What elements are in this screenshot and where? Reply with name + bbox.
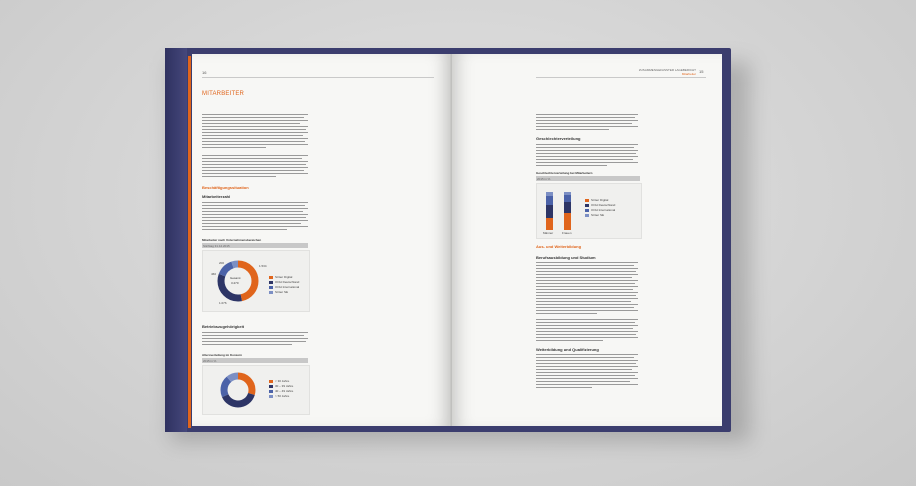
heading-apprenticeship: Berufsausbildung und Studium xyxy=(536,255,596,260)
legend1-item-1: Ströer Digital xyxy=(269,275,299,280)
intro-text-block-2 xyxy=(202,155,308,179)
chart2-title-bar xyxy=(202,358,308,363)
page-number-left: 16 xyxy=(202,70,207,75)
chart3-title: Geschlechterverteilung bei Mitarbeitern xyxy=(536,171,593,175)
gender-text-block xyxy=(536,144,638,168)
chart1-title: Mitarbeiter nach Unternehmensbereichen xyxy=(202,238,262,242)
heading-further-training: Weiterbildung und Qualifizierung xyxy=(536,347,599,352)
legend3-item-2: OOH Deutschland xyxy=(585,203,615,208)
further-training-text-block xyxy=(536,354,638,390)
bar-women-de xyxy=(564,202,571,213)
chart3-legend xyxy=(585,198,615,218)
donut1-center-value: 3.270 xyxy=(231,281,239,285)
left-page xyxy=(192,54,451,426)
donut1-label-4: 200 xyxy=(219,261,225,265)
bar-men-int xyxy=(546,196,553,205)
legend3-item-1: Ströer Digital xyxy=(585,198,615,203)
bar-group-men xyxy=(546,192,553,230)
chart3-title-bar xyxy=(536,176,640,181)
heading-gender: Geschlechterverteilung xyxy=(536,136,581,141)
legend1-item-3: OOH International xyxy=(269,285,299,290)
running-header-line2: Mitarbeiter xyxy=(681,72,696,76)
chart2-title: Altersverteilung im Konzern xyxy=(202,353,243,357)
intro-text-block xyxy=(202,114,308,150)
cover-spine-edge xyxy=(165,48,187,432)
x-label-women: Frauen xyxy=(562,231,572,235)
section-heading-employment: Beschäftigungssituation xyxy=(202,185,249,190)
legend2-item-2: 30 – 39 Jahre xyxy=(269,384,293,389)
apprenticeship-text-block xyxy=(536,262,638,316)
subheading-headcount: Mitarbeiterzahl xyxy=(202,194,231,199)
running-header-line1: ZUSAMMENGEFASSTER LAGEBERICHT xyxy=(638,68,696,72)
right-text-block-1 xyxy=(536,114,638,132)
legend3-item-3: OOH International xyxy=(585,208,615,213)
legend2-item-3: 40 – 49 Jahre xyxy=(269,389,293,394)
header-rule-right xyxy=(536,77,706,78)
legend3-item-4: Ströer SE xyxy=(585,213,615,218)
bar-women-digital xyxy=(564,213,571,230)
legend2-item-1: < 30 Jahre xyxy=(269,379,293,384)
bar-group-women xyxy=(564,192,571,230)
chart1-subtitle: Stichtag 31.12.2015 xyxy=(203,244,230,248)
tenure-text-block xyxy=(202,332,308,347)
legend1-item-2: OOH Deutschland xyxy=(269,280,299,285)
chart3-box xyxy=(536,183,642,239)
bar-men-digital xyxy=(546,218,553,230)
donut1-label-3: 460 xyxy=(211,272,217,276)
page-title: MITARBEITER xyxy=(202,91,245,97)
bar-men-de xyxy=(546,205,553,218)
apprenticeship-text-block-2 xyxy=(536,319,638,343)
donut1-label-1: 1.534 xyxy=(259,264,267,268)
subheading-tenure: Betriebszugehörigkeit xyxy=(202,324,245,329)
legend1-item-4: Ströer SE xyxy=(269,290,299,295)
orange-edge-stripe xyxy=(188,56,191,428)
header-rule-left xyxy=(202,77,434,78)
x-label-men: Männer xyxy=(543,231,554,235)
section-heading-training: Aus- und Weiterbildung xyxy=(536,244,582,249)
right-page xyxy=(452,54,722,426)
headcount-text-block xyxy=(202,202,308,232)
legend2-item-4: > 50 Jahre xyxy=(269,394,293,399)
bar-women-int xyxy=(564,195,571,202)
donut1-label-2: 1.076 xyxy=(219,301,227,305)
page-number-right: 15 xyxy=(699,69,704,74)
chart3-subtitle: 2015 in % xyxy=(537,177,551,181)
chart2-box xyxy=(202,365,310,415)
chart2-subtitle: 2015 in % xyxy=(203,359,217,363)
running-header xyxy=(612,68,696,76)
chart1-legend xyxy=(269,275,299,295)
donut1-center-label: Gesamt xyxy=(230,276,241,280)
chart1-box xyxy=(202,250,310,312)
chart2-legend xyxy=(269,379,293,399)
